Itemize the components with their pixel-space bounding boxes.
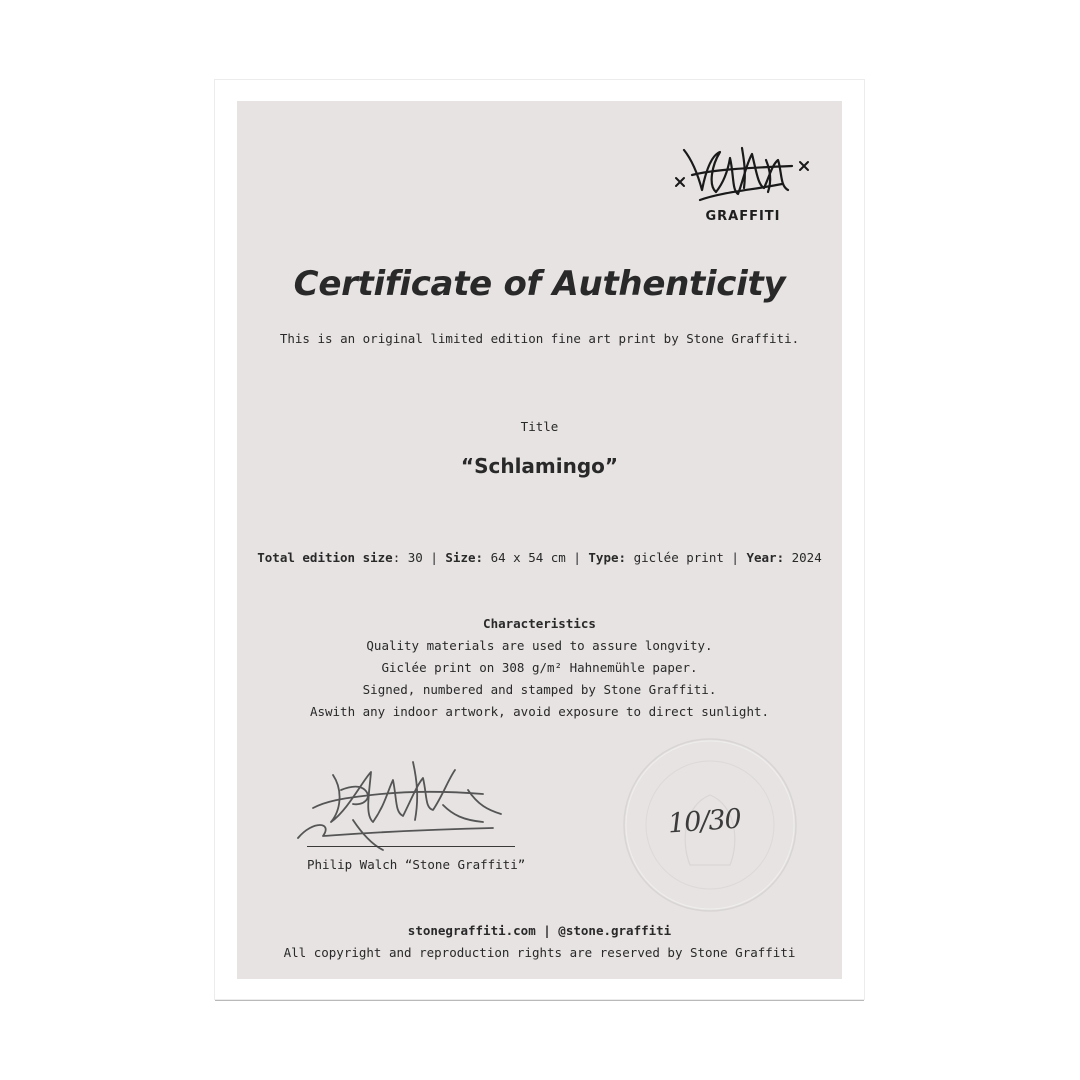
year-value: 2024 [784, 550, 822, 565]
characteristics-line: Aswith any indoor artwork, avoid exposure to direct sunlight. [309, 704, 770, 719]
type-value: giclée print | [626, 550, 747, 565]
details-row [237, 550, 842, 565]
copyright-text: All copyright and reproduction rights are reserved by Stone Graffiti [283, 945, 796, 960]
characteristics-line: Quality materials are used to assure longvity. [366, 638, 713, 653]
intro-text: This is an original limited edition fine art print by Stone Graffiti. [279, 331, 800, 346]
title-label: Title [520, 419, 559, 434]
size-value: 64 x 54 cm | [483, 550, 589, 565]
characteristics-line: Signed, numbered and stamped by Stone Graffiti. [362, 682, 717, 697]
characteristics-line: Giclée print on 308 g/m² Hahnemühle paper. [381, 660, 698, 675]
size-label: Size: [445, 550, 484, 565]
characteristics-heading: Characteristics [483, 616, 596, 631]
edition-number: 10/30 [667, 803, 742, 840]
footer-links: stonegraffiti.com | @stone.graffiti [407, 923, 672, 938]
artwork-title: “Schlamingo” [460, 454, 619, 478]
edition-value: : 30 | [392, 550, 446, 565]
type-label: Type: [588, 550, 627, 565]
edition-label: Total edition size [257, 550, 393, 565]
signature-line [307, 846, 515, 847]
logo-wordmark: GRAFFITI [705, 209, 781, 224]
year-label: Year: [746, 550, 785, 565]
signer-name: Philip Walch “Stone Graffiti” [307, 857, 526, 872]
handwritten-signature [293, 750, 508, 855]
certificate-title: Certificate of Authenticity [293, 264, 786, 304]
